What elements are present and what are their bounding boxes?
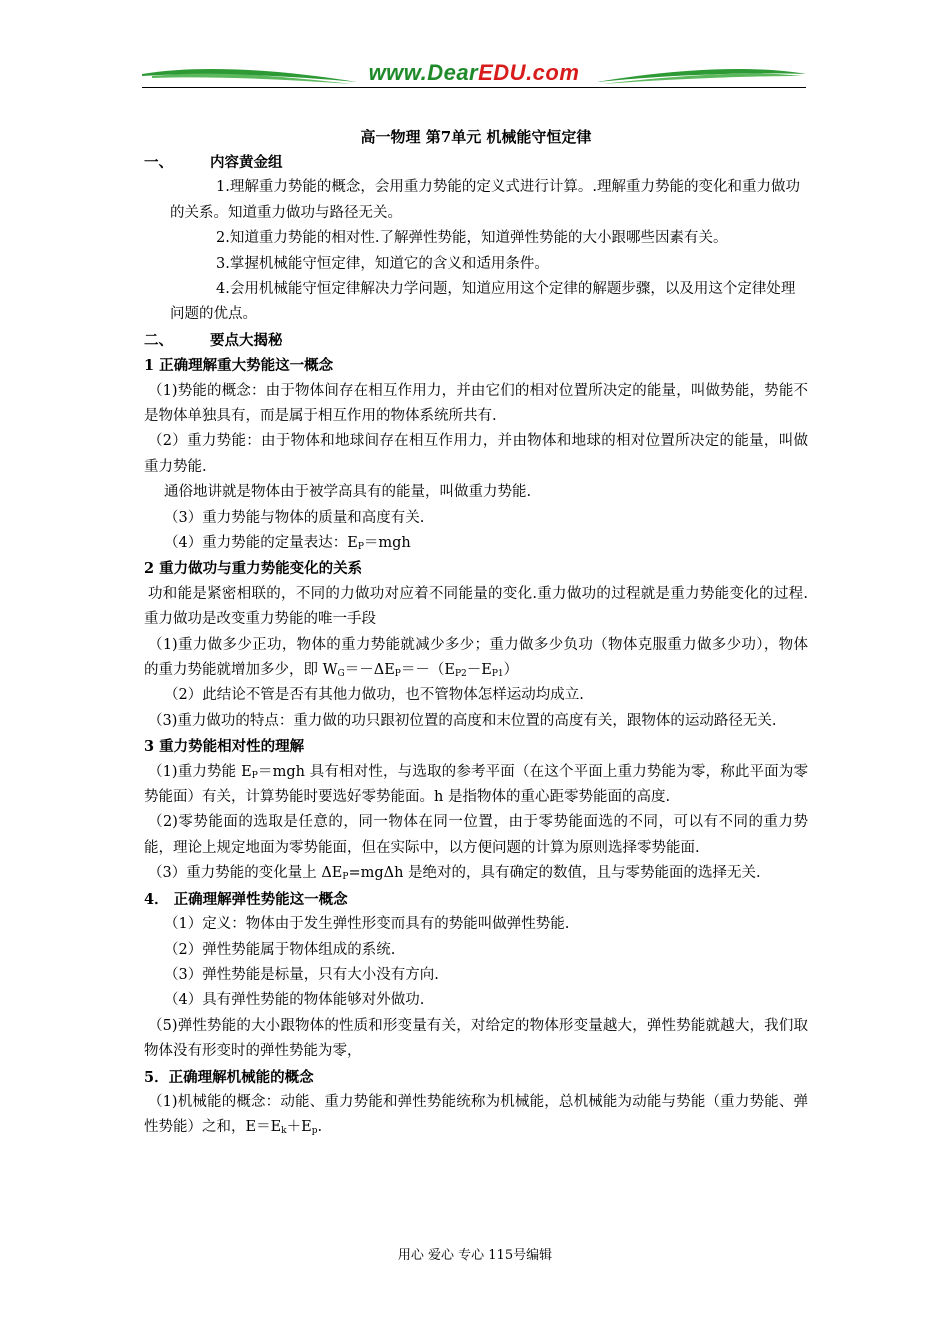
subheading: 1 正确理解重大势能这一概念: [144, 357, 334, 375]
paragraph: （3）重力势能与物体的质量和高度有关.: [164, 509, 425, 526]
header-rule: [142, 87, 806, 88]
subheading: 5．正确理解机械能的概念: [144, 1068, 314, 1086]
paragraph: 功和能是紧密相联的，不同的力做功对应着不同能量的变化.重力做功的过程就是重力势能变化的过程.重力做功是改变重力势能的唯一手段: [144, 585, 808, 628]
list-item: （4）具有弹性势能的物体能够对外做功.: [164, 992, 425, 1009]
page-title: 高一物理 第7单元 机械能守恒定律: [360, 128, 592, 146]
page-header: [142, 56, 806, 96]
paragraph: （1)势能的概念：由于物体间存在相互作用力，并由它们的相对位置所决定的能量，叫做势能，势能不是物体单独具有，而是属于相互作用的物体系统所共有.: [144, 382, 808, 425]
formula-line: （4）重力势能的定量表达：$E_P=mgh$: [164, 535, 411, 553]
goal-item: 2.知道重力势能的相对性.了解弹性势能，知道弹性势能的大小跟哪些因素有关。: [216, 230, 728, 247]
paragraph: 通俗地讲就是物体由于被学高具有的能量，叫做重力势能.: [164, 484, 532, 501]
paragraph: （1)重力做多少正功，物体的重力势能就减少多少；重力做多少负功（物体克服重力做多少功），物体的重力势能就增加多少，即 $W_G=-\Delta E_P=-(E_{P2}-E_{P1})$: [144, 636, 808, 680]
right-swoosh-decoration: [597, 62, 806, 88]
paragraph: （2）重力势能：由于物体和地球间存在相互作用力，并由物体和地球的相对位置所决定的能量，叫做重力势能.: [144, 433, 808, 475]
list-item: （1）定义：物体由于发生弹性形变而具有的势能叫做弹性势能.: [164, 916, 570, 933]
subheading: 2 重力做功与重力势能变化的关系: [144, 560, 363, 578]
paragraph: （5)弹性势能的大小跟物体的性质和形变量有关，对给定的物体形变量越大，弹性势能就越大，我们取物体没有形变时的弹性势能为零，: [144, 1017, 808, 1060]
page-footer: 用心 爱心 专心 115号编辑: [397, 1248, 553, 1263]
paragraph: （2)零势能面的选取是任意的，同一物体在同一位置，由于零势能面选的不同，可以有不同的重力势能，理论上规定地面为零势能面，但在实际中，以方便问题的计算为原则选择零势能面.: [144, 814, 808, 856]
paragraph: （3）重力势能的变化量上 $\Delta E_P=mg\Delta h$ 是绝对的，具有确定的数值，且与零势能面的选择无关.: [148, 865, 761, 883]
list-item: （2）弹性势能属于物体组成的系统.: [164, 941, 396, 958]
site-logo: www.DearEDU.com: [368, 60, 580, 85]
paragraph: （3)重力做功的特点：重力做的功只跟初位置的高度和末位置的高度有关，跟物体的运动路径无关.: [148, 712, 777, 729]
subheading: 4． 正确理解弹性势能这一概念: [144, 890, 348, 908]
goal-item: 4.会用机械能守恒定律解决力学问题，知道应用这个定律的解题步骤，以及用这个定律处理问题的优点。: [170, 281, 796, 323]
paragraph: （1)重力势能 $E_P=mgh$ 具有相对性，与选取的参考平面（在这个平面上重力势能为零，称此平面为零势能面）有关，计算势能时要选好零势能面。h 是指物体的重心距零势能面的高度.: [144, 763, 808, 806]
section-heading-2: 二、 要点大揭秘: [144, 331, 283, 349]
subheading: 3 重力势能相对性的理解: [144, 738, 305, 756]
section-heading-1: 一、 内容黄金组: [144, 154, 283, 171]
goal-item: 3.掌握机械能守恒定律，知道它的含义和适用条件。: [216, 255, 549, 272]
document-body: [144, 124, 808, 1141]
list-item: （3）弹性势能是标量，只有大小没有方向.: [164, 966, 439, 983]
goal-item: 1.理解重力势能的概念，会用重力势能的定义式进行计算。.理解重力势能的变化和重力做功的关系。知道重力做功与路径无关。: [170, 179, 800, 221]
paragraph: （2）此结论不管是否有其他力做功，也不管物体怎样运动均成立.: [164, 687, 584, 704]
paragraph: （1)机械能的概念：动能、重力势能和弹性势能统称为机械能，总机械能为动能与势能（重力势能、弹性势能）之和，$E=E_k+E_p$.: [144, 1093, 808, 1137]
